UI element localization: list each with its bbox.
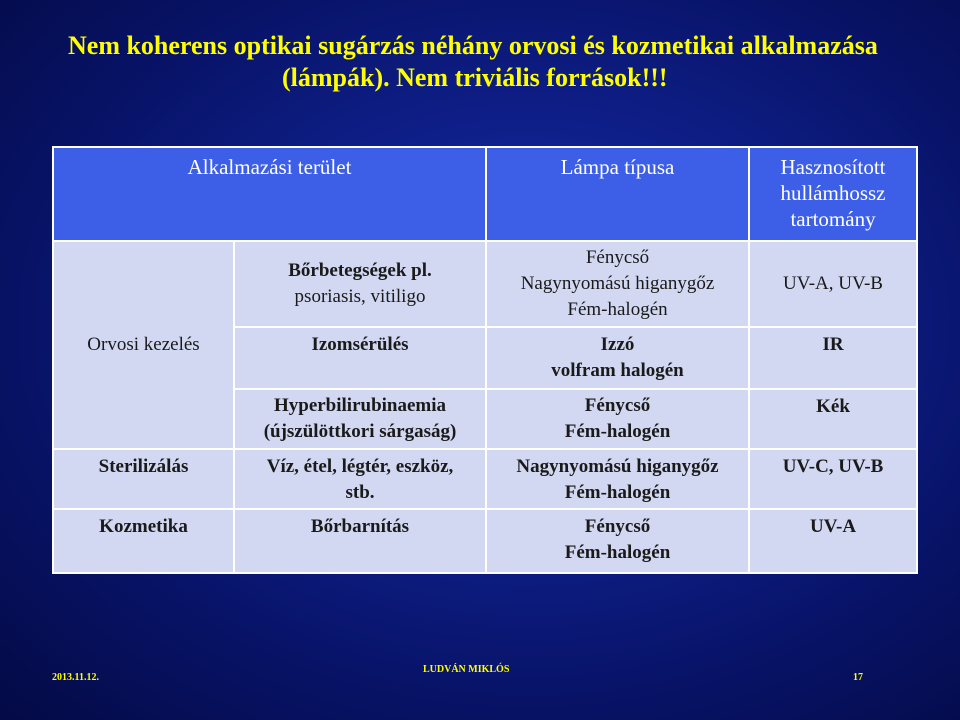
area-cell: Bőrbarnítás (234, 509, 486, 573)
lamp-line: volfram halogén (551, 360, 684, 381)
lamp-line: Nagynyomású higanygőz (516, 456, 719, 477)
lamp-cell (486, 509, 749, 573)
wavelength-cell: UV-C, UV-B (749, 449, 917, 509)
header-lamp: Lámpa típusa (486, 147, 749, 241)
title-line-2: (lámpák). Nem triviális források!!! (282, 63, 668, 92)
slide-title (68, 30, 928, 94)
footer-date: 2013.11.12. (52, 672, 99, 683)
area-cell (234, 449, 486, 509)
table-row (53, 449, 917, 509)
area-line: Víz, étel, légtér, eszköz, (266, 456, 454, 477)
lamp-line: Fém-halogén (564, 542, 671, 563)
lamp-line: Izzó (600, 334, 635, 355)
applications-table (52, 146, 918, 574)
footer-page-number: 17 (853, 672, 863, 683)
wavelength-cell: IR (749, 327, 917, 389)
wavelength-cell: UV-A, UV-B (749, 241, 917, 327)
category-medical: Orvosi kezelés (53, 241, 234, 449)
lamp-cell (486, 241, 749, 327)
table-row (53, 509, 917, 573)
area-cell (234, 389, 486, 449)
lamp-line: Fém-halogén (564, 421, 671, 442)
table-row (53, 241, 917, 327)
area-line: (újszülöttkori sárgaság) (263, 421, 457, 442)
wavelength-cell: UV-A (749, 509, 917, 573)
area-cell: Izomsérülés (234, 327, 486, 389)
area-cell (234, 241, 486, 327)
area-line: Hyperbilirubinaemia (273, 395, 447, 416)
area-line: Bőrbetegségek pl. (288, 260, 432, 281)
lamp-line: Nagynyomású higanygőz (520, 273, 715, 294)
lamp-line: Fém-halogén (567, 299, 668, 320)
lamp-line: Fénycső (585, 247, 650, 268)
lamp-line: Fénycső (584, 395, 651, 416)
footer-author: LUDVÁN MIKLÓS (423, 664, 510, 675)
lamp-cell (486, 449, 749, 509)
area-line: psoriasis, vitiligo (294, 286, 426, 307)
table-header-row (53, 147, 917, 241)
header-area: Alkalmazási terület (53, 147, 486, 241)
lamp-line: Fém-halogén (564, 482, 671, 503)
category-cosmetics: Kozmetika (53, 509, 234, 573)
category-sterilization: Sterilizálás (53, 449, 234, 509)
area-line: stb. (345, 482, 375, 503)
lamp-cell (486, 389, 749, 449)
lamp-line: Fénycső (584, 516, 651, 537)
lamp-cell (486, 327, 749, 389)
header-wavelength: Hasznosított hullámhossz tartomány (749, 147, 917, 241)
title-line-1: Nem koherens optikai sugárzás néhány orvosi és kozmetikai alkalmazása (68, 31, 878, 60)
wavelength-cell: Kék (749, 389, 917, 449)
